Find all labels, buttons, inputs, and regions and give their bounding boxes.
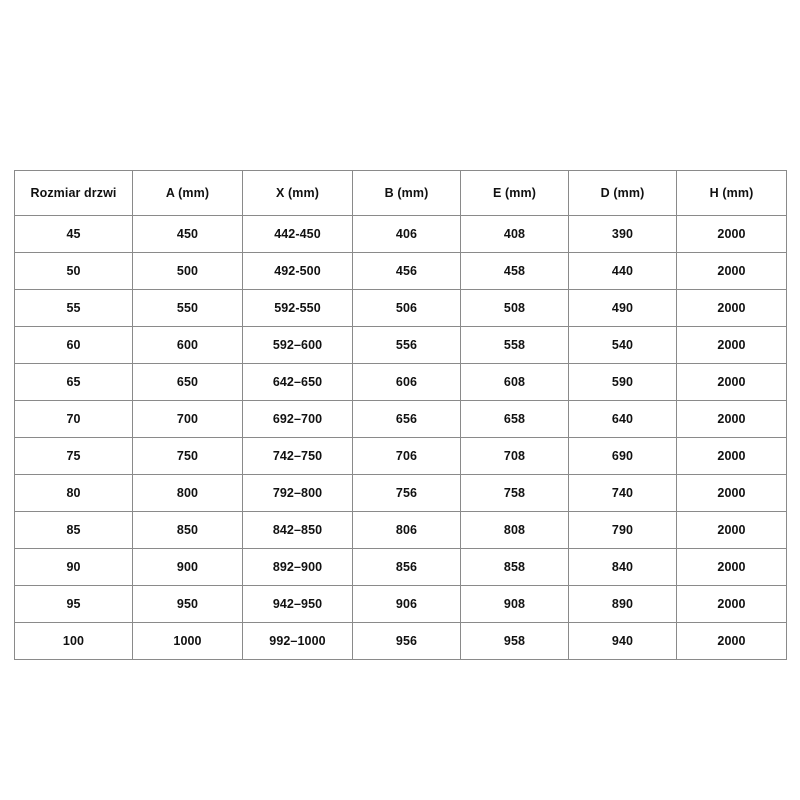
cell-e: 958 xyxy=(461,623,569,660)
table-row xyxy=(15,512,787,549)
cell-x: 792–800 xyxy=(243,475,353,512)
cell-d: 690 xyxy=(569,438,677,475)
cell-d: 840 xyxy=(569,549,677,586)
door-size-specification-table xyxy=(14,170,787,660)
cell-h: 2000 xyxy=(677,401,787,438)
cell-door-size: 100 xyxy=(15,623,133,660)
cell-a: 1000 xyxy=(133,623,243,660)
cell-d: 390 xyxy=(569,216,677,253)
cell-e: 558 xyxy=(461,327,569,364)
cell-e: 408 xyxy=(461,216,569,253)
cell-e: 758 xyxy=(461,475,569,512)
cell-door-size: 95 xyxy=(15,586,133,623)
cell-e: 908 xyxy=(461,586,569,623)
cell-b: 656 xyxy=(353,401,461,438)
cell-door-size: 50 xyxy=(15,253,133,290)
cell-x: 992–1000 xyxy=(243,623,353,660)
cell-d: 440 xyxy=(569,253,677,290)
cell-door-size: 85 xyxy=(15,512,133,549)
table-row xyxy=(15,216,787,253)
cell-h: 2000 xyxy=(677,327,787,364)
cell-door-size: 55 xyxy=(15,290,133,327)
cell-b: 706 xyxy=(353,438,461,475)
cell-x: 492-500 xyxy=(243,253,353,290)
table-row xyxy=(15,438,787,475)
table-body xyxy=(15,216,787,660)
table-row xyxy=(15,549,787,586)
cell-h: 2000 xyxy=(677,586,787,623)
cell-a: 450 xyxy=(133,216,243,253)
cell-x: 742–750 xyxy=(243,438,353,475)
cell-d: 490 xyxy=(569,290,677,327)
cell-e: 808 xyxy=(461,512,569,549)
cell-b: 756 xyxy=(353,475,461,512)
cell-e: 458 xyxy=(461,253,569,290)
cell-a: 650 xyxy=(133,364,243,401)
cell-door-size: 45 xyxy=(15,216,133,253)
cell-b: 506 xyxy=(353,290,461,327)
cell-b: 956 xyxy=(353,623,461,660)
cell-x: 592-550 xyxy=(243,290,353,327)
cell-door-size: 60 xyxy=(15,327,133,364)
cell-h: 2000 xyxy=(677,364,787,401)
cell-b: 456 xyxy=(353,253,461,290)
cell-a: 600 xyxy=(133,327,243,364)
table-row xyxy=(15,475,787,512)
cell-d: 940 xyxy=(569,623,677,660)
cell-door-size: 75 xyxy=(15,438,133,475)
table-row xyxy=(15,401,787,438)
cell-a: 700 xyxy=(133,401,243,438)
column-header-b: B (mm) xyxy=(353,171,461,216)
cell-x: 442-450 xyxy=(243,216,353,253)
cell-h: 2000 xyxy=(677,475,787,512)
cell-b: 556 xyxy=(353,327,461,364)
table-row xyxy=(15,623,787,660)
cell-x: 892–900 xyxy=(243,549,353,586)
cell-b: 856 xyxy=(353,549,461,586)
cell-door-size: 65 xyxy=(15,364,133,401)
column-header-h: H (mm) xyxy=(677,171,787,216)
cell-b: 406 xyxy=(353,216,461,253)
table-row xyxy=(15,290,787,327)
cell-e: 858 xyxy=(461,549,569,586)
cell-x: 642–650 xyxy=(243,364,353,401)
cell-h: 2000 xyxy=(677,512,787,549)
cell-h: 2000 xyxy=(677,549,787,586)
cell-h: 2000 xyxy=(677,623,787,660)
table-header-row xyxy=(15,171,787,216)
cell-e: 708 xyxy=(461,438,569,475)
table-header xyxy=(15,171,787,216)
cell-a: 500 xyxy=(133,253,243,290)
column-header-a: A (mm) xyxy=(133,171,243,216)
table-row xyxy=(15,586,787,623)
cell-d: 590 xyxy=(569,364,677,401)
cell-a: 750 xyxy=(133,438,243,475)
cell-b: 806 xyxy=(353,512,461,549)
column-header-door-size: Rozmiar drzwi xyxy=(15,171,133,216)
cell-d: 640 xyxy=(569,401,677,438)
cell-d: 890 xyxy=(569,586,677,623)
cell-h: 2000 xyxy=(677,216,787,253)
cell-b: 906 xyxy=(353,586,461,623)
table-row xyxy=(15,364,787,401)
cell-door-size: 70 xyxy=(15,401,133,438)
cell-x: 942–950 xyxy=(243,586,353,623)
cell-door-size: 90 xyxy=(15,549,133,586)
cell-h: 2000 xyxy=(677,253,787,290)
cell-d: 540 xyxy=(569,327,677,364)
cell-e: 608 xyxy=(461,364,569,401)
column-header-d: D (mm) xyxy=(569,171,677,216)
cell-e: 658 xyxy=(461,401,569,438)
cell-d: 740 xyxy=(569,475,677,512)
cell-d: 790 xyxy=(569,512,677,549)
cell-a: 950 xyxy=(133,586,243,623)
cell-a: 800 xyxy=(133,475,243,512)
cell-x: 592–600 xyxy=(243,327,353,364)
cell-h: 2000 xyxy=(677,290,787,327)
cell-door-size: 80 xyxy=(15,475,133,512)
column-header-e: E (mm) xyxy=(461,171,569,216)
cell-a: 850 xyxy=(133,512,243,549)
table-row xyxy=(15,327,787,364)
cell-h: 2000 xyxy=(677,438,787,475)
specification-table-container xyxy=(14,170,786,660)
cell-b: 606 xyxy=(353,364,461,401)
column-header-x: X (mm) xyxy=(243,171,353,216)
cell-e: 508 xyxy=(461,290,569,327)
cell-x: 842–850 xyxy=(243,512,353,549)
cell-a: 900 xyxy=(133,549,243,586)
table-row xyxy=(15,253,787,290)
cell-x: 692–700 xyxy=(243,401,353,438)
cell-a: 550 xyxy=(133,290,243,327)
